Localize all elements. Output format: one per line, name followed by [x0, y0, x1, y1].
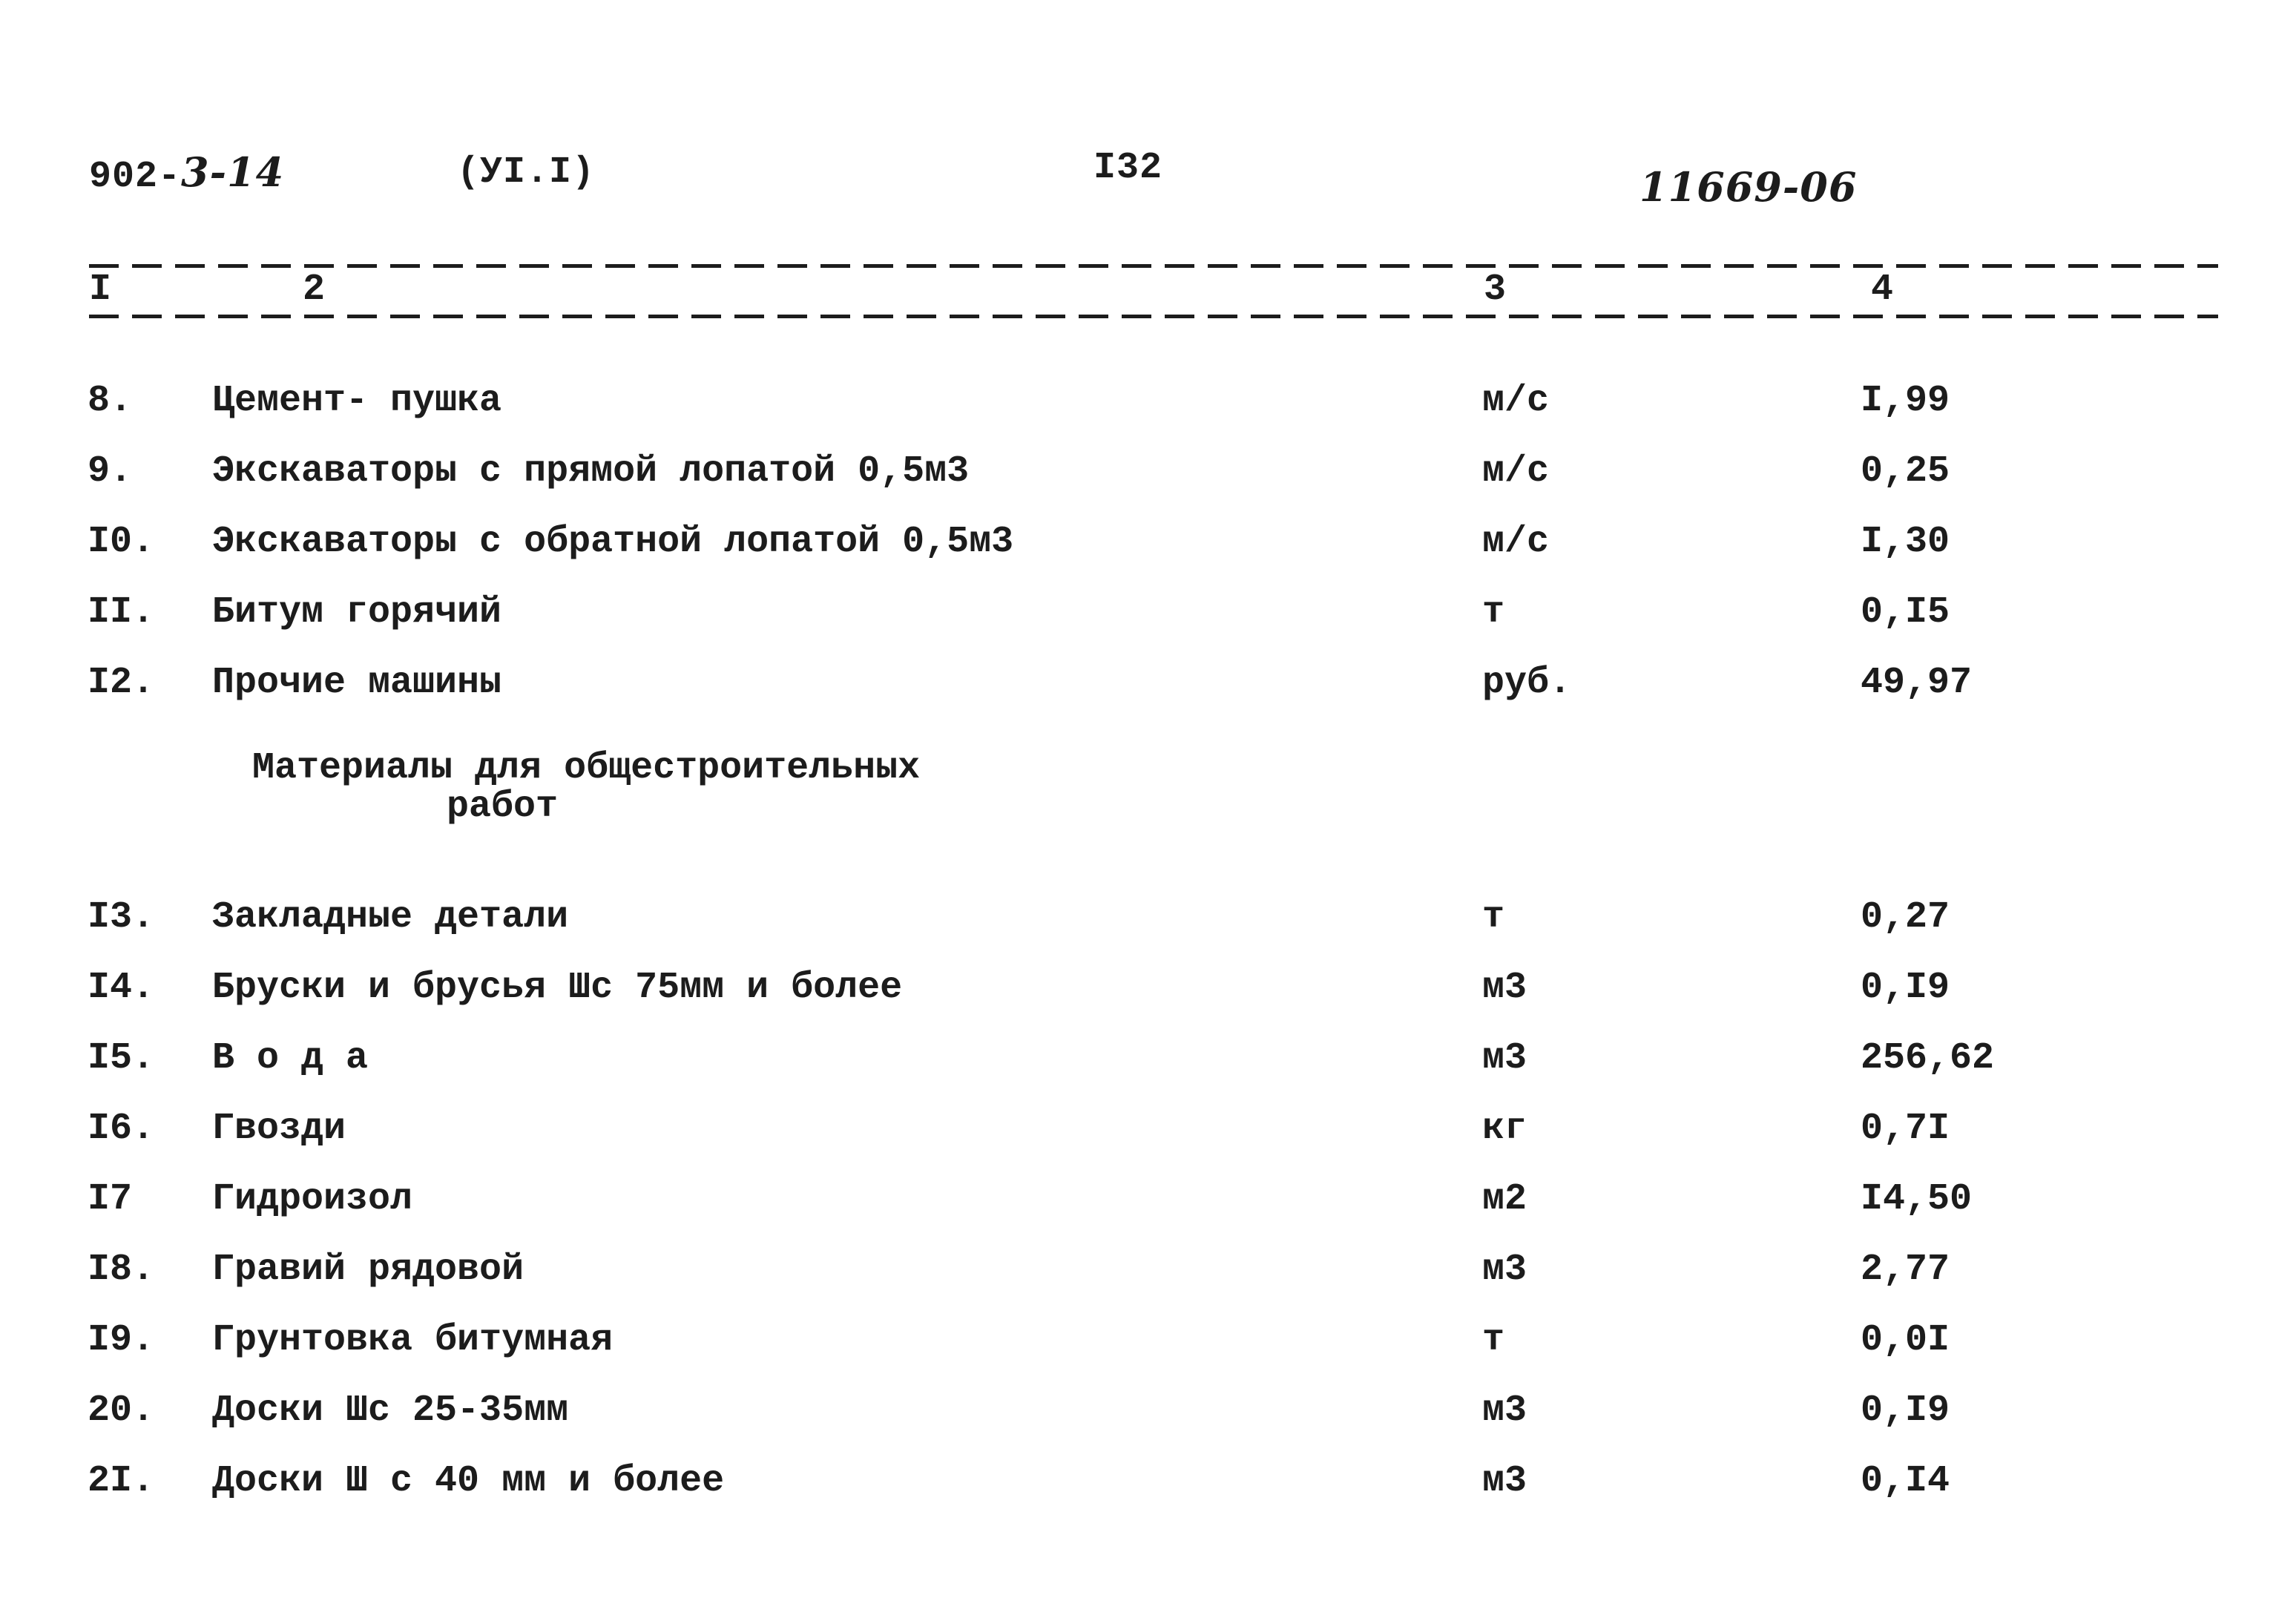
row-name: Прочие машины	[212, 662, 502, 704]
row-unit: м/с	[1482, 450, 1550, 493]
table-row	[0, 1319, 2276, 1371]
row-value: 49,97	[1861, 662, 1973, 704]
table-row	[0, 967, 2276, 1019]
row-number: I6.	[88, 1108, 155, 1150]
table-row	[0, 591, 2276, 643]
table-rule-top	[89, 264, 2218, 268]
row-unit: м3	[1482, 967, 1527, 1009]
row-name: Гравий рядовой	[212, 1249, 524, 1291]
row-name: Гидроизол	[212, 1178, 413, 1220]
table-row	[0, 662, 2276, 714]
row-unit: м3	[1482, 1390, 1527, 1432]
row-number: I2.	[88, 662, 155, 704]
table-row	[0, 450, 2276, 502]
row-name: Экскаваторы с прямой лопатой 0,5м3	[212, 450, 970, 493]
row-number: I3.	[88, 896, 155, 938]
table-row	[0, 1460, 2276, 1512]
row-number: 20.	[88, 1390, 155, 1432]
row-value: 0,25	[1861, 450, 1950, 493]
column-number-2: 2	[303, 269, 326, 311]
table-row	[0, 1249, 2276, 1301]
table-row	[0, 1390, 2276, 1441]
row-value: 0,27	[1861, 896, 1950, 938]
row-number: I9.	[88, 1319, 155, 1361]
page-number: I32	[1093, 147, 1163, 189]
row-name: Закладные детали	[212, 896, 569, 938]
row-value: I,99	[1861, 380, 1950, 422]
row-value: 0,I9	[1861, 1390, 1950, 1432]
row-unit: т	[1482, 896, 1505, 938]
row-number: 9.	[88, 450, 133, 493]
row-unit: м3	[1482, 1460, 1527, 1502]
row-name: Цемент- пушка	[212, 380, 502, 422]
row-name: Грунтовка битумная	[212, 1319, 614, 1361]
row-name: Бруски и брусья Шс 75мм и более	[212, 967, 903, 1009]
section-ref: (УI.I)	[457, 151, 596, 194]
row-unit: т	[1482, 1319, 1505, 1361]
row-number: I5.	[88, 1037, 155, 1079]
row-value: 0,I9	[1861, 967, 1950, 1009]
row-number: I4.	[88, 967, 155, 1009]
section-heading-line1: Материалы для общестроительных	[252, 747, 921, 789]
table-row	[0, 380, 2276, 432]
doc-code-handwritten: 3-14	[181, 148, 285, 196]
row-value: 0,I4	[1861, 1460, 1950, 1502]
row-unit: м3	[1482, 1037, 1527, 1079]
row-number: I7	[88, 1178, 133, 1220]
row-number: I8.	[88, 1249, 155, 1291]
doc-code	[89, 148, 284, 198]
row-value: 2,77	[1861, 1249, 1950, 1291]
row-number: 2I.	[88, 1460, 155, 1502]
section-heading	[252, 749, 994, 826]
column-number-3: 3	[1484, 269, 1507, 311]
row-value: 0,0I	[1861, 1319, 1950, 1361]
archive-number: 11669-06	[1639, 163, 1858, 211]
column-number-1: I	[89, 269, 112, 311]
table-row	[0, 1108, 2276, 1160]
row-name: Экскаваторы с обратной лопатой 0,5м3	[212, 521, 1014, 563]
doc-code-printed: 902-	[89, 156, 182, 198]
row-unit: м/с	[1482, 380, 1550, 422]
table-rule-bottom	[89, 315, 2218, 318]
row-number: 8.	[88, 380, 133, 422]
column-number-4: 4	[1871, 269, 1894, 311]
row-name: Доски Шс 25-35мм	[212, 1390, 569, 1432]
table-row	[0, 1037, 2276, 1089]
table-row	[0, 896, 2276, 948]
row-name: Гвозди	[212, 1108, 346, 1150]
row-number: II.	[88, 591, 155, 634]
row-name: Битум горячий	[212, 591, 502, 634]
row-value: I4,50	[1861, 1178, 1973, 1220]
row-name: Доски Ш с 40 мм и более	[212, 1460, 725, 1502]
table-row	[0, 521, 2276, 573]
row-value: 0,7I	[1861, 1108, 1950, 1150]
row-unit: т	[1482, 591, 1505, 634]
row-value: I,30	[1861, 521, 1950, 563]
row-name: В о д а	[212, 1037, 369, 1079]
row-unit: м/с	[1482, 521, 1550, 563]
row-unit: руб.	[1482, 662, 1572, 704]
row-value: 256,62	[1861, 1037, 1995, 1079]
row-unit: кг	[1482, 1108, 1527, 1150]
row-unit: м2	[1482, 1178, 1527, 1220]
table-row	[0, 1178, 2276, 1230]
row-unit: м3	[1482, 1249, 1527, 1291]
row-number: I0.	[88, 521, 155, 563]
row-value: 0,I5	[1861, 591, 1950, 634]
section-heading-line2: работ	[447, 786, 559, 828]
